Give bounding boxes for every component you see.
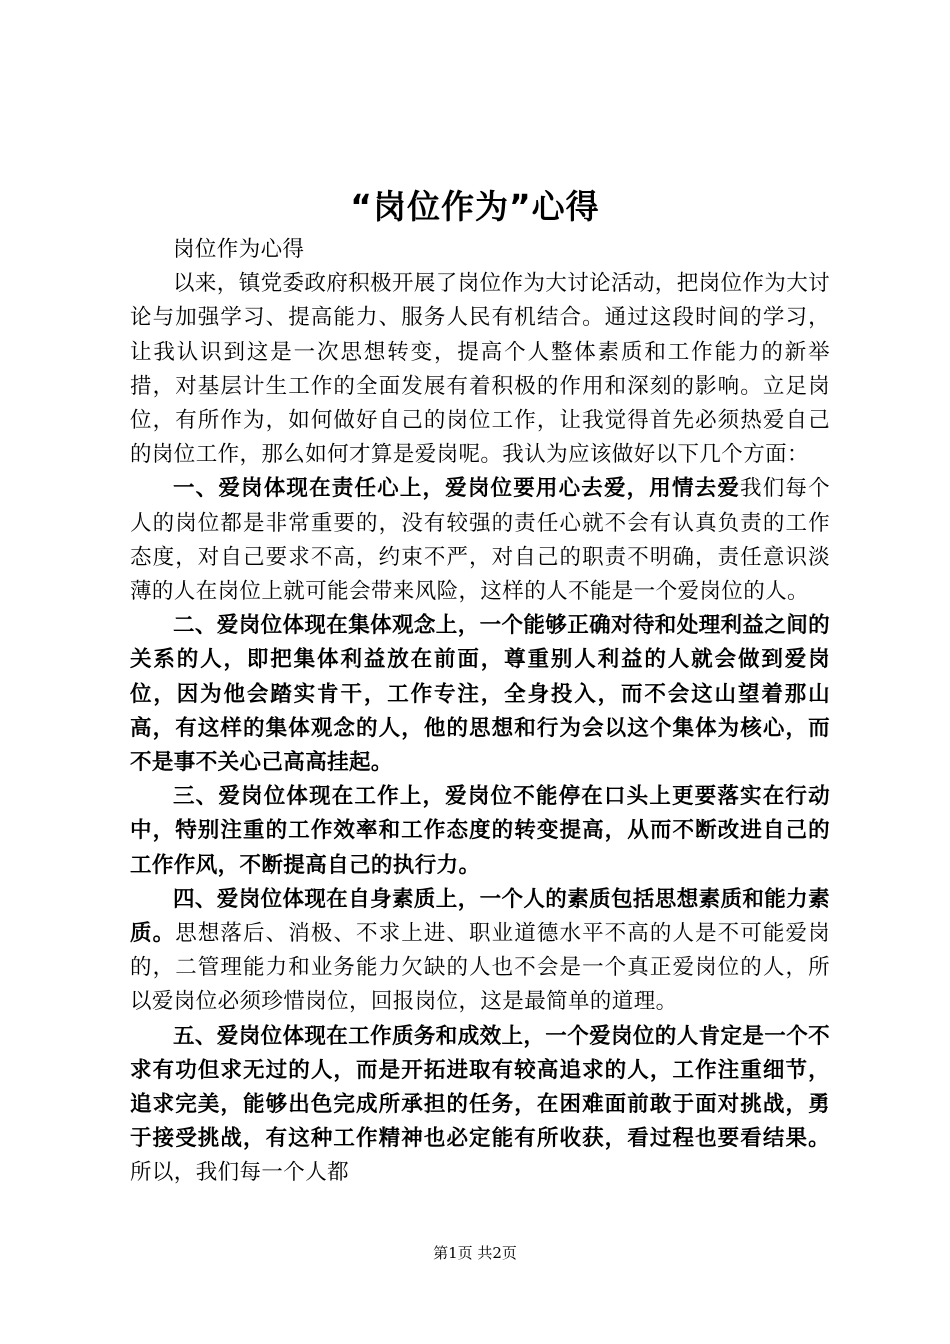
paragraph-text: 我们每个人的岗位都是非常重要的，没有较强的责任心就不会有认真负责的工作态度，对自己要求不高，约束不严，对自己的职责不明确，责任意识淡薄的人在岗位上就可能会带来风险，这样的人不能是一个爱岗位的人。 — [130, 476, 830, 605]
paragraph-text: 二、爱岗位体现在集体观念上，一个能够正确对待和处理利益之间的关系的人，即把集体利益放在前面，尊重别人利益的人就会做到爱岗位，因为他会踏实肯干，工作专注，全身投入，而不会这山望着那山高，有这样的集体观念的人，他的思想和行为会以这个集体为核心，而不是事不关心己高高挂起。 — [130, 613, 831, 776]
paragraph-text: 以来，镇党委政府积极开展了岗位作为大讨论活动，把岗位作为大讨论与加强学习、提高能力、服务人民有机结合。通过这段时间的学习，让我认识到这是一次思想转变，提高个人整体素质和工作能力的新举措，对基层计生工作的全面发展有着积极的作用和深刻的影响。立足岗位，有所作为，如何做好自己的岗位工作，让我觉得首先必须热爱自己的岗位工作，那么如何才算是爱岗呢。我认为应该做好以下几个方面： — [130, 271, 831, 468]
document-body — [130, 233, 830, 1191]
paragraph-text: 岗位作为心得 — [173, 237, 305, 262]
paragraph-point-2 — [130, 609, 830, 780]
paragraph-point-1 — [130, 472, 830, 609]
document-title: “岗位作为”心得 — [350, 187, 600, 226]
paragraph-text: 三、爱岗位体现在工作上，爱岗位不能停在口头上更要落实在行动中，特别注重的工作效率和工作态度的转变提高，从而不断改进自己的工作作风，不断提高自己的执行力。 — [130, 784, 830, 878]
paragraph-lead: 五、爱岗位体现在工作质务和成效上，一个爱岗位的人肯定是一个不求有功但求无过的人，而是开拓进取有较高追求的人，工作注重细节，追求完美，能够出色完成所承担的任务，在困难面前敢于面对挑战，勇于接受挑战，有这种工作精神也必定能有所收获，看过程也要看结果。 — [130, 1023, 831, 1152]
paragraph-intro — [130, 267, 830, 472]
paragraph-text: 思想落后、消极、不求上进、职业道德水平不高的人是不可能爱岗的，二管理能力和业务能力欠缺的人也不会是一个真正爱岗位的人，所以爱岗位必须珍惜岗位，回报岗位，这是最简单的道理。 — [130, 921, 830, 1015]
paragraph-subtitle — [130, 233, 830, 267]
paragraph-point-5 — [130, 1020, 830, 1191]
paragraph-lead: 四、爱岗位体现在自身素质上，一个人的素质包括思想素质和能力素质。 — [130, 886, 831, 947]
paragraph-text: 所以，我们每一个人都 — [130, 1160, 350, 1186]
paragraph-point-4 — [130, 883, 830, 1020]
paragraph-lead: 一、爱岗体现在责任心上，爱岗位要用心去爱，用情去爱 — [173, 476, 741, 502]
page-footer: 第1页 共2页 — [433, 1244, 517, 1262]
paragraph-point-3 — [130, 780, 830, 883]
